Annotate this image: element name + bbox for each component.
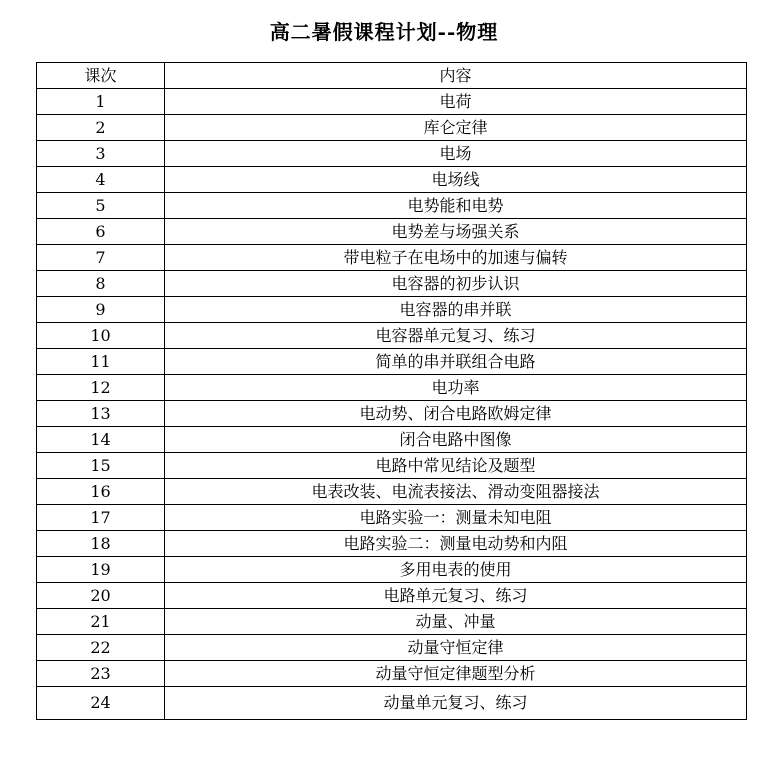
table-header-row [37,63,747,89]
lesson-content: 电势差与场强关系 [165,219,747,245]
table-row [37,297,747,323]
lesson-content: 电容器单元复习、练习 [165,323,747,349]
lesson-number: 22 [37,635,165,661]
lesson-content: 电路实验二：测量电动势和内阻 [165,531,747,557]
table-row [37,609,747,635]
lesson-content: 电容器的初步认识 [165,271,747,297]
lesson-number: 16 [37,479,165,505]
table-row [37,583,747,609]
lesson-content: 电容器的串并联 [165,297,747,323]
lesson-number: 24 [37,687,165,720]
lesson-number: 15 [37,453,165,479]
lesson-content: 动量单元复习、练习 [165,687,747,720]
lesson-number: 6 [37,219,165,245]
table-row [37,453,747,479]
table-row [37,531,747,557]
lesson-content: 带电粒子在电场中的加速与偏转 [165,245,747,271]
course-plan-table [36,62,747,720]
table-row [37,167,747,193]
lesson-number: 8 [37,271,165,297]
lesson-content: 电势能和电势 [165,193,747,219]
table-row [37,349,747,375]
table-row [37,193,747,219]
table-row [37,245,747,271]
lesson-number: 4 [37,167,165,193]
table-row [37,479,747,505]
lesson-content: 电功率 [165,375,747,401]
lesson-number: 1 [37,89,165,115]
lesson-number: 11 [37,349,165,375]
table-row [37,115,747,141]
lesson-content: 电动势、闭合电路欧姆定律 [165,401,747,427]
table-row [37,505,747,531]
lesson-content: 动量守恒定律 [165,635,747,661]
column-header-content: 内容 [165,63,747,89]
table-row [37,219,747,245]
lesson-number: 19 [37,557,165,583]
table-row [37,557,747,583]
lesson-content: 动量守恒定律题型分析 [165,661,747,687]
lesson-number: 13 [37,401,165,427]
lesson-number: 2 [37,115,165,141]
lesson-number: 14 [37,427,165,453]
lesson-content: 电路中常见结论及题型 [165,453,747,479]
table-row [37,427,747,453]
table-row [37,323,747,349]
table-row [37,401,747,427]
lesson-content: 电场线 [165,167,747,193]
table-row [37,375,747,401]
lesson-content: 电路单元复习、练习 [165,583,747,609]
lesson-number: 12 [37,375,165,401]
lesson-number: 20 [37,583,165,609]
lesson-number: 18 [37,531,165,557]
lesson-content: 电荷 [165,89,747,115]
lesson-content: 多用电表的使用 [165,557,747,583]
lesson-number: 3 [37,141,165,167]
lesson-number: 21 [37,609,165,635]
lesson-number: 10 [37,323,165,349]
lesson-content: 简单的串并联组合电路 [165,349,747,375]
table-row [37,271,747,297]
lesson-content: 电路实验一：测量未知电阻 [165,505,747,531]
lesson-content: 电表改装、电流表接法、滑动变阻器接法 [165,479,747,505]
lesson-content: 电场 [165,141,747,167]
lesson-number: 17 [37,505,165,531]
table-row [37,141,747,167]
lesson-number: 7 [37,245,165,271]
lesson-content: 库仑定律 [165,115,747,141]
page-title: 高二暑假课程计划--物理 [269,20,499,44]
table-row [37,687,747,720]
table-row [37,89,747,115]
table-row [37,661,747,687]
table-body [37,89,747,720]
table-row [37,635,747,661]
lesson-content: 闭合电路中图像 [165,427,747,453]
lesson-number: 23 [37,661,165,687]
lesson-number: 5 [37,193,165,219]
lesson-number: 9 [37,297,165,323]
lesson-content: 动量、冲量 [165,609,747,635]
column-header-lesson: 课次 [37,63,165,89]
